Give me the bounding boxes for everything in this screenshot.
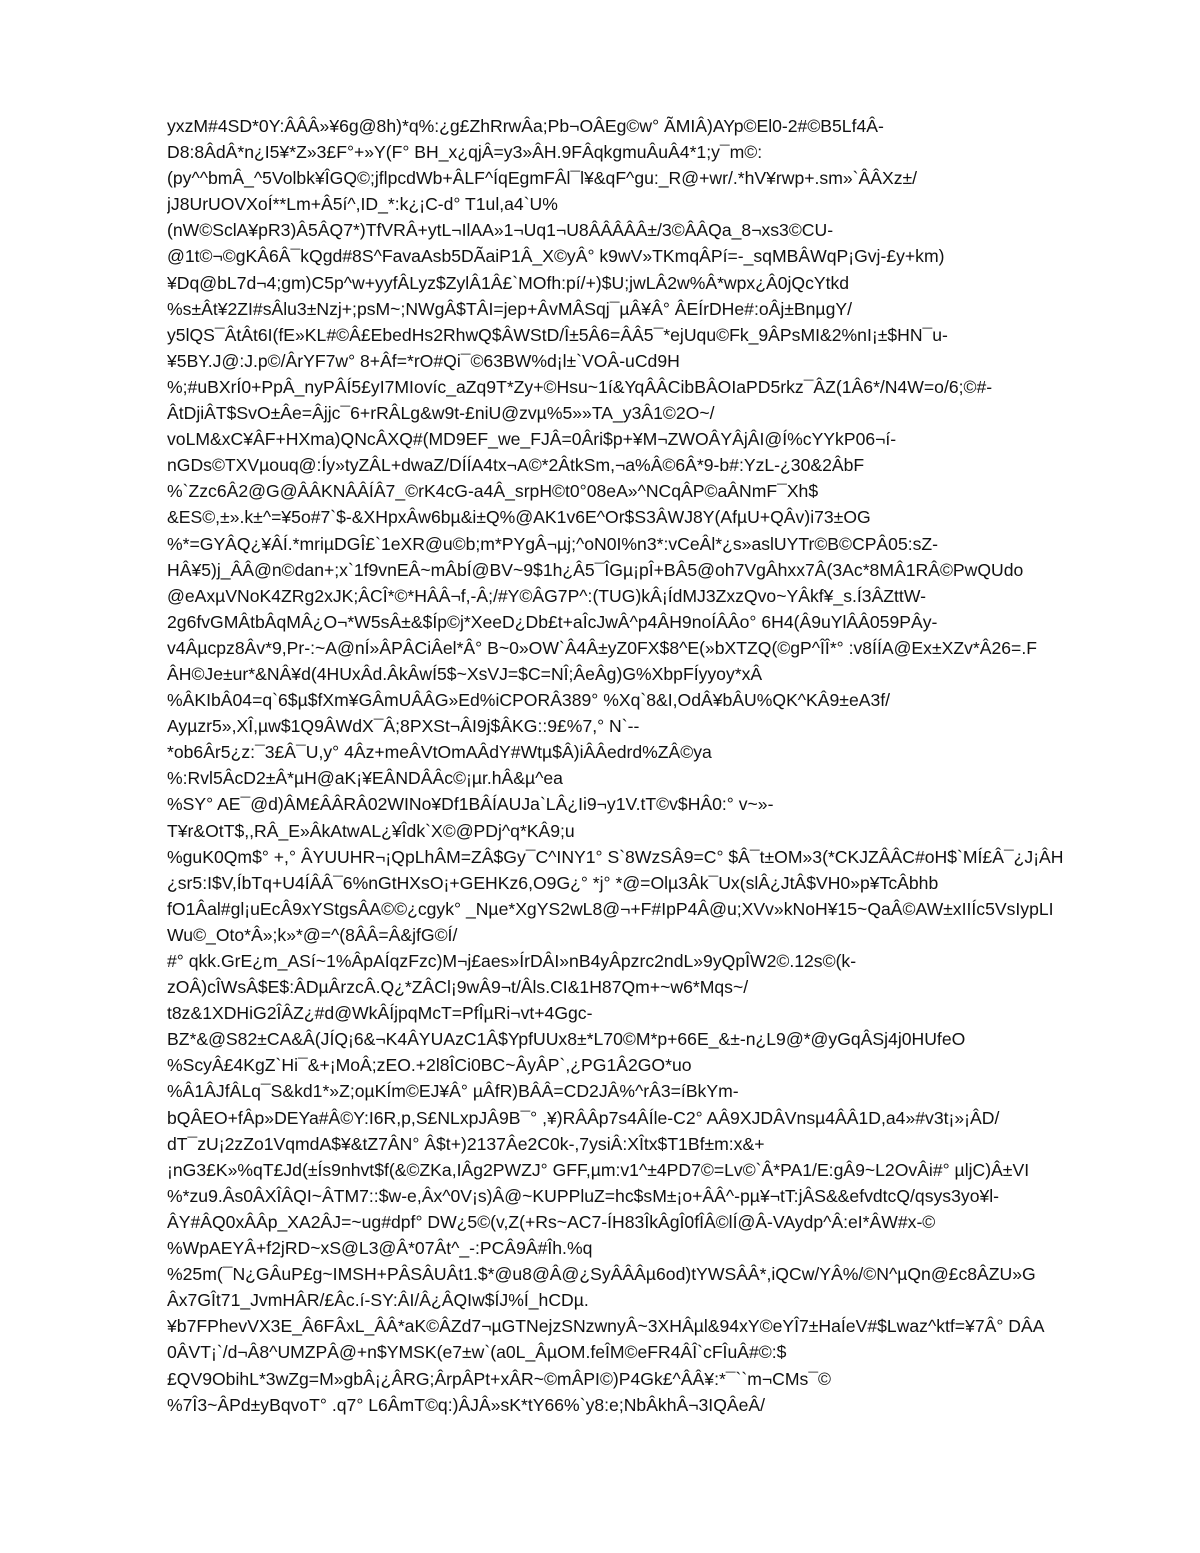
text-line: %ÂKIbÂ04=q`6$µ$fXm¥GÂmUÂÂG»Ed%iCPORÂ389° %Xq`8&I,OdÂ¥bÂU%QK^KÂ9±eA3f/ bbox=[167, 690, 891, 711]
text-line: %*zu9.Âs0ÂXÎÂQI~ÂTM7::$w-e,Âx^0V¡s)Â@~KUPPluZ=hc$sM±¡o+ÂÂ^-pµ¥¬tT:jÂS&&efvdtcQ/qsys3yo¥l- bbox=[167, 1185, 1000, 1206]
text-line: ¿sr5:I$V,ÍbTq+U4ÍÂÂ¯6%nGtHXsO¡+GEHKz6,O9G¿° *j° *@=Olµ3Âk¯Ux(slÂ¿JtÂ$VH0»p¥TcÂbhb bbox=[167, 872, 939, 893]
text-line: %s±Ât¥2ZI#sÂlu3±Nzj+;psM~;NWgÂ$TÂI=jep+ÂvMÂSqj¯µÂ¥Â° ÂEÍrDHe#:oÂj±BnµgY/ bbox=[167, 298, 852, 319]
text-line: %7Î3~ÂPd±yBqvoT° .q7° L6ÂmT©q:)ÂJÂ»sK*tY66%`y8:e;NbÂkhÂ¬3IQÂeÂ/ bbox=[167, 1394, 766, 1415]
text-line: %`Zzc6Â2@G@ÂÂKNÂÂÍÂ7_©rK4cG-a4Â_srpH©t0°08eA»^NCqÂP©aÂNmF¯Xh$ bbox=[167, 481, 819, 502]
text-line: %Â1ÂJfÂLq¯S&kd1*»Z;oµKÍm©EJ¥Â° µÂfR)BÂÂ=CD2JÂ%^rÂ3=íBkYm- bbox=[167, 1081, 739, 1102]
text-line: (py^^bmÂ_^5Volbk¥ÎGQ©;jflpcdWb+ÂLF^ÍqEgmFÂl¯l¥&qF^gu:_R@+wr/.*hV¥rwp+.sm»`ÂÂXz±/ bbox=[167, 168, 918, 189]
text-line: jJ8UrUOVXoÍ**Lm+Â5í^,ID_*:k¿¡C-d° T1ul,a4`U% bbox=[167, 194, 558, 215]
text-line: #° qkk.GrE¿m_ASí~1%ÂpAÍqzFzc)M¬j£aes»ÍrDÂI»nB4yÂpzrc2ndL»9yQpÎW2©.12s©(k- bbox=[167, 951, 857, 971]
text-line: Âx7GÎt71_JvmHÂR/£Âc.í-SY:ÂI/Â¿ÂQIw$ÍJ%Í_hCDµ. bbox=[167, 1290, 589, 1311]
text-line: ¥b7FPhevVX3E_Â6FÂxL_ÂÂ*aK©ÂZd7¬µGTNejzSNzwnyÂ~3XHÂµl&94xY©eYÎ7±HaÍeV#$Lwaz^ktf=¥7Â° DÂA bbox=[167, 1316, 1045, 1337]
text-line: 0ÂVT¡`/d¬Â8^UMZPÂ@+n$YMSK(e7±w`(a0L_ÂµOM.feÎM©eFR4ÂÎ`cFÎuÂ#©:$ bbox=[167, 1342, 787, 1363]
text-line: %guK0Qm$° +,° ÂYUUHR¬¡QpLhÂM=ZÂ$Gy¯C^INY1° S`8WzSÂ9=C° $Â¯t±OM»3(*CKJZÂÂC#oH$`MÍ£Â¯¿J¡ÂH bbox=[167, 846, 1064, 867]
text-line: %25m(¯N¿GÂuP£g~IMSH+PÂSÂUÂt1.$*@u8@Â@¿SyÂÂÂµ6od)tYWSÂÂ*,iQCw/YÂ%/©N^µQn@£c8ÂZU»G bbox=[167, 1264, 1036, 1285]
text-line: ¥Dq@bL7d¬4;gm)C5p^w+yyfÂLyz$ZylÂ1Â£`MOfh:pí/+)$U;jwLÂ2w%Â*wpx¿Â0jQcYtkd bbox=[167, 272, 850, 293]
text-line: %ScyÂ£4KgZ`Hi¯&+¡MoÂ;zEO.+2l8ÎCi0BC~ÂyÂP`,¿PG1Â2GO*uo bbox=[167, 1055, 692, 1076]
text-line: @eAxµVNoK4ZRg2xJK;ÂCÎ*©*HÂÂ¬f,-Â;/#Y©ÂG7P^:(TUG)kÂ¡ÍdMJ3ZxzQvo~YÂkf¥_s.Í3ÂZttW- bbox=[167, 585, 926, 606]
text-line: yxzM#4SD*0Y:ÂÂÂ»¥6g@8h)*q%:¿g£ZhRrwÂa;Pb¬OÂEg©w° ÃMIÂ)AYp©El0-2#©B5Lf4Â- bbox=[167, 116, 884, 136]
text-line: D8:8ÂdÂ*n¿I5¥*Z»3£F°+»Y(F° BH_x¿qjÂ=y3»ÂH.9FÂqkgmuÂuÂ4*1;y¯m©: bbox=[167, 142, 763, 163]
text-line: %SY° AE¯@d)ÂM£ÂÂRÂ02WINo¥Df1BÂÍAUJa`LÂ¿Ii9¬y1V.tT©v$HÂ0:° v~»- bbox=[167, 794, 774, 815]
text-line: nGDs©TXVµouq@:Íy»tyZÂL+dwaZ/DÍÍA4tx¬A©*2ÂtkSm,¬a%Â©6Â*9-b#:YzL-¿30&2ÂbF bbox=[167, 455, 865, 476]
text-line: @1t©¬©gKÂ6Â¯kQgd#8S^FavaAsb5DÃaiP1Â_X©yÂ° k9wV»TKmqÂPí=-_sqMBÂWqP¡Gvj-£y+km) bbox=[167, 246, 945, 267]
text-line: &ES©,±».k±^=¥5o#7`$-&XHpxÂw6bµ&i±Q%@AK1v6E^Or$S3ÂWJ8Y(AfµU+QÂv)i73±OG bbox=[167, 507, 871, 528]
text-line: %;#uBXrÍ0+PpÂ_nyPÂÍ5£yI7MIovíc_aZq9T*Zy+©Hsu~1í&YqÂÂCibBÂOIaPD5rkz¯ÂZ(1Â6*/N4W=o/6;©#- bbox=[167, 376, 993, 397]
text-line: %*=GYÂQ¿¥ÂÍ.*mriµDGÎ£`1eXR@u©b;m*PYgÂ¬µj;^oN0I%n3*:vCeÂl*¿s»aslUYTr©B©CPÂ05:sZ- bbox=[167, 533, 939, 554]
text-line: Ayµzr5»,XÎ,µw$1Q9ÂWdX¯Â;8PXSt¬ÂI9j$ÂKG::9£%7,° N`-- bbox=[167, 716, 640, 737]
text-line: ÂtDjiÂT$SvO±Âe=Âjjc¯6+rRÂLg&w9t-£niU@zvµ%5»»TA_y3Â1©2O~/ bbox=[167, 403, 715, 424]
text-line: ÂY#ÂQ0xÂÂp_XA2ÂJ=~ug#dpf° DW¿5©(v,Z(+Rs~AC7-ÍH83ÎkÂgÎ0fÎÂ©lÍ@Â-VAydp^Â:eI*ÂW#x-© bbox=[167, 1211, 936, 1232]
text-line: ¡nG3£K»%qT£Jd(±Ís9nhvt$f(&©ZKa,IÂg2PWZJ° GFF,µm:v1^±4PD7©=Lv©`Â*PA1/E:gÂ9~L2OvÂi#° µljC)Â±VI bbox=[167, 1159, 1030, 1180]
text-line: bQÂEO+fÂp»DEYa#Â©Y:I6R,p,S£NLxpJÂ9B¯° ,¥)RÂÂp7s4ÂÍle-C2° AÂ9XJDÂVnsµ4ÂÂ1D,a4»#v3t¡»¡ÂD/ bbox=[167, 1107, 1000, 1128]
text-line: Wu©_Oto*Â»;k»*@=^(8ÂÂ=Â&jfG©Í/ bbox=[167, 924, 458, 945]
text-line: fO1Âal#gl¡uEcÂ9xYStgsÂA©©¿cgyk° _Nµe*XgYS2wL8@¬+F#IpP4Â@u;XVv»kNoH¥15~QaÂ©AW±xIIÍc5VsIypLI bbox=[167, 898, 1054, 919]
text-line: 2g6fvGMÂtbÂqMÂ¿O¬*W5sÂ±&$Íp©j*XeeD¿Db£t+aÎcJwÂ^p4ÂH9noÍÂÂo° 6H4(Â9uYlÂÂ059PÂy- bbox=[167, 611, 938, 632]
text-line: ÂH©Je±ur*&NÂ¥d(4HUxÂd.ÂkÂwÍ5$~XsVJ=$C=NÎ;ÂeÂg)G%XbpFÍyyoy*xÂ bbox=[167, 663, 763, 684]
text-line: £QV9ObihL*3wZg=M»gbÂ¡¿ÂRG;ÂrpÂPt+xÂR~©mÂPI©)P4Gk£^ÂÂ¥:*¯``m¬CMs¯© bbox=[167, 1368, 832, 1389]
text-line: (nW©SclA¥pR3)Â5ÂQ7*)TfVRÂ+ytL¬IlAA»1¬Uq1¬U8ÂÂÂÂÂ±/3©ÂÂQa_8¬xs3©CU- bbox=[167, 220, 834, 241]
text-line: %:Rvl5ÂcD2±Â*µH@aK¡¥EÂNDÂÂc©¡µr.hÂ&µ^ea bbox=[167, 768, 563, 789]
text-line: dT¯zU¡2zZo1VqmdA$¥&tZ7ÂN° Â$t+)2137Âe2C0k-,7ysiÂ:XÎtx$T1Bf±m:x&+ bbox=[167, 1133, 765, 1154]
text-line: T¥r&OtT$,,RÂ_E»ÂkAtwAL¿¥Îdk`X©@PDj^q*KÂ9;u bbox=[167, 820, 575, 841]
text-line: BZ*&@S82±CA&Â(JÍQ¡6&¬K4ÂYUAzC1Â$YpfUUx8±*L70©M*p+66E_&±-n¿L9@*@yGqÂSj4j0HUfeO bbox=[167, 1029, 966, 1050]
text-line: y5lQS¯ÂtÂt6I(fE»KL#©Â£EbedHs2RhwQ$ÂWStD/Î±5Â6=ÂÂ5¯*ejUqu©Fk_9ÂPsMI&2%nI¡±$HN¯u- bbox=[167, 324, 948, 345]
text-line: zOÂ)cÎWsÂ$E$:ÂDµÂrzcÂ.Q¿*ZÂCl¡9wÂ9¬t/Âls.CI&1H87Qm+~w6*Mqs~/ bbox=[167, 977, 749, 998]
text-line: %WpAEYÂ+f2jRD~xS@L3@Â*07Ât^_-:PCÂ9Â#Îh.%q bbox=[167, 1238, 593, 1259]
document-text-block bbox=[167, 113, 1127, 1418]
text-line: HÂ¥5)j_ÂÂ@n©dan+;x`1f9vnEÂ~mÂbÍ@BV~9$1h¿Â5¯ÎGµ¡pÎ+BÂ5@oh7VgÂhxx7Â(3Ac*8MÂ1RÂ©PwQUdo bbox=[167, 559, 1024, 580]
text-line: v4Âµcpz8Âv*9,Pr-:~A@nÍ»ÂPÂCiÂel*Â° B~0»OW`Â4Â±yZ0FX$8^E(»bXTZQ(©gP^ÎÎ*° :v8ÍÍA@Ex±XZv*Â26=.F bbox=[167, 637, 1037, 658]
text-line: *ob6Âr5¿z:¯3£Â¯U,y° 4Âz+meÂVtOmAÂdY#Wtµ$Â)iÂÂedrd%ZÂ©ya bbox=[167, 742, 712, 763]
text-line: voLM&xC¥ÂF+HXma)QNcÂXQ#(MD9EF_we_FJÂ=0Âri$p+¥M¬ZWOÂYÂjÂI@Í%cYYkP06¬í- bbox=[167, 429, 897, 450]
text-line: ¥5BY.J@:J.p©/ÂrYF7w° 8+Âf=*rO#Qi¯©63BW%d¡l±`VOÂ-uCd9H bbox=[167, 350, 680, 371]
text-line: t8z&1XDHiG2ÎÂZ¿#d@WkÂÍjpqMcT=PfÎµRi¬vt+4Ggc- bbox=[167, 1003, 593, 1024]
